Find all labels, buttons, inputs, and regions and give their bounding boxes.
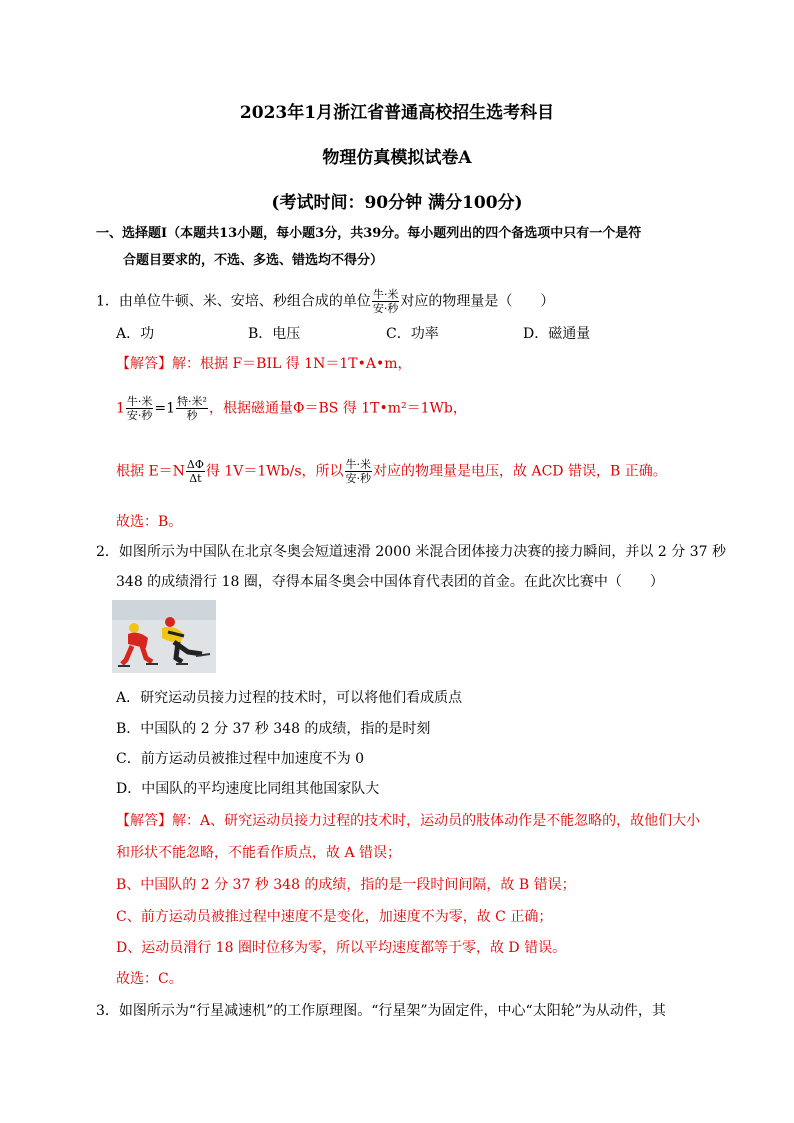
q2-answer-line2: 和形状不能忽略，不能看作质点，故 A 错误； bbox=[116, 845, 402, 861]
q1-answer-line3: 根据 E＝N $\frac{\Delta\Phi}{\Delta t}$ 得 1V＝1Wb/s，所以 $\frac{\text{牛·米}}{\text{安·秒}}$ 对应的物理量是电压，故 ACD 错误，B 正确。 bbox=[116, 458, 667, 485]
q2-option-c: C．前方运动员被推过程中加速度不为 0 bbox=[116, 751, 365, 767]
q1-answer-line2: 1 $\frac{\text{牛·米}}{\text{安·秒}}$ =1 $\frac{\text{特·米²}}{\text{秒}}$ ，根据磁通量Φ＝BS 得 1T•m²＝1Wb， bbox=[116, 395, 467, 422]
q1-option-a: A．功 bbox=[116, 326, 155, 342]
q1-option-b: B．电压 bbox=[248, 326, 301, 342]
q1-answer-line1: 【解答】解：根据 F＝BIL 得 1N＝1T•A•m， bbox=[116, 356, 412, 372]
q2-answer-line1: 【解答】解：A、研究运动员接力过程的技术时，运动员的肢体动作是不能忽略的，故他们大小 bbox=[116, 813, 701, 829]
question-3-stem: 3．如图所示为“行星减速机”的工作原理图。“行星架”为固定件，中心“太阳轮”为从动件，其 bbox=[96, 1003, 666, 1019]
q2-option-d: D．中国队的平均速度比同组其他国家队大 bbox=[116, 781, 380, 797]
speed-skating-photo bbox=[112, 600, 216, 673]
q2-choice: 故选：C。 bbox=[116, 971, 183, 987]
q2-answer-line3: B、中国队的 2 分 37 秒 348 的成绩，指的是一段时间间隔，故 B 错误； bbox=[116, 877, 576, 893]
section-heading-cont: 合题目要求的，不选、多选、错选均不得分） bbox=[123, 253, 384, 268]
exam-info: (考试时间：90分钟 满分100分) bbox=[271, 193, 523, 213]
question-2-stem: 2．如图所示为中国队在北京冬奥会短道速滑 2000 米混合团体接力决赛的接力瞬间，并以 2 分 37 秒 bbox=[96, 544, 726, 560]
q1-option-c: C．功率 bbox=[386, 326, 439, 342]
question-2-stem-cont: 348 的成绩滑行 18 圈，夺得本届冬奥会中国体育代表团的首金。在此次比赛中（ ） bbox=[116, 574, 664, 590]
q2-answer-line5: D、运动员滑行 18 圈时位移为零，所以平均速度都等于零，故 D 错误。 bbox=[116, 940, 567, 956]
q2-option-b: B．中国队的 2 分 37 秒 348 的成绩，指的是时刻 bbox=[116, 721, 431, 737]
exam-title: 2023年1月浙江省普通高校招生选考科目 bbox=[239, 103, 555, 123]
q1-choice: 故选：B。 bbox=[116, 514, 183, 530]
q1-option-d: D．磁通量 bbox=[523, 326, 591, 342]
q2-option-a: A．研究运动员接力过程的技术时，可以将他们看成质点 bbox=[116, 690, 463, 706]
question-1-stem: 1．由单位牛顿、米、安培、秒组合成的单位 $\frac{\text{牛·米}}{\text{安·秒}}$ 对应的物理量是（ ） bbox=[96, 288, 555, 315]
section-heading: 一、选择题Ⅰ（本题共13小题，每小题3分，共39分。每小题列出的四个备选项中只有一个是符 bbox=[96, 226, 642, 241]
q2-answer-line4: C、前方运动员被推过程中速度不是变化，加速度不为零，故 C 正确； bbox=[116, 909, 553, 925]
exam-subtitle: 物理仿真模拟试卷A bbox=[322, 148, 472, 168]
